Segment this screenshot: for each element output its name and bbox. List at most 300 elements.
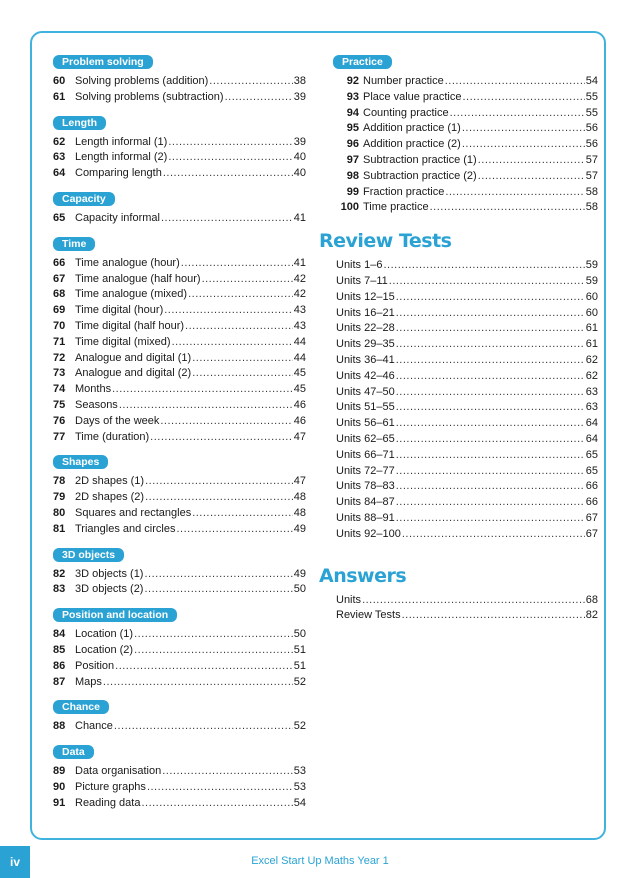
toc-section [53, 742, 306, 811]
unit-number: 92 [346, 75, 359, 87]
page-number: 51 [293, 659, 306, 672]
toc-entry [333, 448, 598, 464]
page-number: 39 [293, 90, 306, 103]
toc-entry [53, 335, 306, 351]
toc-entry [53, 582, 306, 598]
entry-title: Units 1–6 [336, 259, 383, 272]
entry-title: Addition practice (1) [363, 122, 461, 135]
toc-entry [53, 643, 306, 659]
dot-leader [396, 385, 585, 401]
page-number: 61 [585, 338, 598, 351]
unit-number: 91 [53, 796, 66, 809]
unit-number: 86 [53, 659, 66, 672]
page-number: 58 [585, 201, 598, 214]
toc-entry [333, 400, 598, 416]
unit-number: 67 [53, 272, 66, 285]
dot-leader [164, 303, 293, 319]
entry-title: Location (1) [75, 628, 134, 641]
dot-leader [188, 287, 293, 303]
page-number: 63 [585, 401, 598, 414]
dot-leader [396, 290, 585, 306]
toc-entry [333, 432, 598, 448]
entry-title: Units 12–15 [336, 290, 395, 303]
toc-section [53, 234, 306, 446]
toc-entry [53, 303, 306, 319]
dot-leader [112, 382, 293, 398]
toc-entry [333, 479, 598, 495]
page-number: 40 [293, 151, 306, 164]
unit-number: 97 [346, 153, 359, 166]
toc-entry [333, 121, 598, 137]
entry-title: Units 62–65 [336, 432, 395, 445]
unit-number: 93 [346, 90, 359, 103]
toc-entry [53, 382, 306, 398]
section-badge: Capacity [53, 192, 115, 206]
toc-entry [53, 764, 306, 780]
dot-leader [462, 121, 585, 137]
entry-title: Addition practice (2) [363, 138, 461, 151]
page-number: 82 [585, 609, 598, 622]
dot-leader [396, 495, 585, 511]
entry-title: Picture graphs [75, 780, 146, 793]
dot-leader [396, 321, 585, 337]
dot-leader [144, 567, 292, 583]
dot-leader [402, 527, 585, 543]
toc-entry [53, 287, 306, 303]
unit-number: 89 [53, 765, 66, 778]
unit-number: 60 [53, 75, 66, 87]
section-badge: Data [53, 745, 94, 759]
unit-number: 100 [340, 201, 359, 214]
dot-leader [396, 432, 585, 448]
page-number: 47 [293, 430, 306, 443]
toc-entry [333, 385, 598, 401]
page-number: 62 [585, 369, 598, 382]
page-number: 63 [585, 385, 598, 398]
entry-title: Time (duration) [75, 430, 150, 443]
page-number: 55 [585, 90, 598, 103]
unit-number: 62 [53, 135, 66, 148]
dot-leader [396, 337, 585, 353]
dot-leader [141, 796, 292, 812]
section-badge: Problem solving [53, 55, 153, 69]
toc-entry [333, 185, 598, 201]
page-number: 49 [293, 567, 306, 580]
page-number: 40 [293, 167, 306, 180]
page-number: 42 [293, 288, 306, 301]
toc-entry [53, 272, 306, 288]
unit-number: 76 [53, 414, 66, 427]
book-title-footer: Excel Start Up Maths Year 1 [251, 855, 389, 867]
toc-entry [333, 321, 598, 337]
unit-number: 65 [53, 211, 66, 224]
toc-entry [53, 567, 306, 583]
section-badge: Shapes [53, 455, 108, 469]
entry-title: Months [75, 383, 112, 396]
toc-entry [53, 430, 306, 446]
page-number: 57 [585, 169, 598, 182]
unit-number: 78 [53, 475, 66, 488]
entry-title: Units 29–35 [336, 338, 395, 351]
answers-heading: Answers [319, 564, 407, 587]
toc-entry [53, 719, 306, 735]
entry-title: Time analogue (mixed) [75, 288, 188, 301]
dot-leader [181, 256, 293, 272]
unit-number: 64 [53, 167, 66, 180]
page-number: 41 [293, 256, 306, 269]
unit-number: 70 [53, 319, 66, 332]
entry-title: Squares and rectangles [75, 506, 192, 519]
entry-title: Subtraction practice (1) [363, 153, 477, 166]
entry-title: Time digital (mixed) [75, 335, 171, 348]
dot-leader [396, 448, 585, 464]
dot-leader [396, 400, 585, 416]
toc-entry [333, 337, 598, 353]
page-number-tab: iv [0, 846, 30, 878]
toc-entry [333, 74, 598, 90]
entry-title: Units 22–28 [336, 322, 395, 335]
entry-title: Time analogue (hour) [75, 256, 180, 269]
entry-title: Counting practice [363, 106, 449, 119]
unit-number: 69 [53, 304, 66, 317]
page-number: 41 [293, 211, 306, 224]
dot-leader [162, 764, 293, 780]
unit-number: 96 [346, 138, 359, 151]
unit-number: 82 [53, 567, 66, 580]
toc-entry [333, 353, 598, 369]
dot-leader [462, 90, 584, 106]
entry-title: Analogue and digital (1) [75, 351, 192, 364]
dot-leader [144, 582, 292, 598]
toc-entry [53, 490, 306, 506]
page-number: 60 [585, 290, 598, 303]
page-number: 46 [293, 398, 306, 411]
dot-leader [192, 351, 293, 367]
section-practice [333, 52, 598, 216]
entry-title: Units 47–50 [336, 385, 395, 398]
page-number: 45 [293, 383, 306, 396]
dot-leader [402, 608, 585, 624]
page-number: 52 [293, 675, 306, 688]
dot-leader [145, 490, 293, 506]
page-number: 62 [585, 353, 598, 366]
dot-leader [396, 464, 585, 480]
page-number: 66 [585, 496, 598, 509]
entry-title: Comparing length [75, 167, 162, 180]
entry-title: Analogue and digital (2) [75, 367, 192, 380]
dot-leader [396, 416, 585, 432]
toc-entry [53, 398, 306, 414]
toc-entry [53, 659, 306, 675]
entry-title: Units 7–11 [336, 274, 388, 287]
page-number: 51 [293, 643, 306, 656]
unit-number: 66 [53, 256, 66, 269]
toc-entry [333, 608, 598, 624]
unit-number: 88 [53, 720, 66, 733]
dot-leader [119, 398, 293, 414]
entry-title: Solving problems (subtraction) [75, 90, 224, 103]
unit-number: 95 [346, 122, 359, 135]
section-badge: 3D objects [53, 548, 124, 562]
toc-entry [333, 106, 598, 122]
entry-title: Units 88–91 [336, 511, 395, 524]
toc-entry [53, 474, 306, 490]
toc-entry [333, 306, 598, 322]
toc-entry [53, 135, 306, 151]
dot-leader [192, 506, 293, 522]
section-badge: Time [53, 237, 95, 251]
review-tests-heading: Review Tests [319, 230, 452, 253]
entry-title: Position [75, 659, 115, 672]
toc-entry [53, 506, 306, 522]
unit-number: 71 [53, 335, 66, 348]
toc-entry [333, 416, 598, 432]
dot-leader [185, 319, 293, 335]
toc-entry [333, 593, 598, 609]
entry-title: Place value practice [363, 90, 462, 103]
entry-title: Subtraction practice (2) [363, 169, 477, 182]
unit-number: 63 [53, 151, 66, 164]
entry-title: 3D objects (2) [75, 583, 144, 596]
toc-section [53, 605, 306, 690]
page-number: 44 [293, 335, 306, 348]
unit-number: 68 [53, 288, 66, 301]
page-number: 64 [585, 417, 598, 430]
unit-number: 83 [53, 583, 66, 596]
unit-number: 61 [53, 90, 66, 103]
dot-leader [161, 211, 293, 227]
entry-title: Capacity informal [75, 211, 160, 224]
toc-entry [53, 74, 306, 90]
unit-number: 81 [53, 522, 66, 535]
unit-number: 98 [346, 169, 359, 182]
unit-number: 90 [53, 780, 66, 793]
toc-entry [53, 414, 306, 430]
entry-title: Units [336, 593, 362, 606]
toc-section [53, 113, 306, 182]
entry-title: Maps [75, 675, 102, 688]
entry-title: Units 84–87 [336, 496, 395, 509]
page-number: 53 [293, 765, 306, 778]
page-number: 47 [293, 475, 306, 488]
unit-number: 79 [53, 491, 66, 504]
entry-title: Time digital (hour) [75, 304, 164, 317]
page-number: 48 [293, 491, 306, 504]
dot-leader [396, 511, 585, 527]
page-number: 65 [585, 464, 598, 477]
dot-leader [134, 627, 293, 643]
page-number: 61 [585, 322, 598, 335]
toc-section [53, 452, 306, 537]
entry-title: Units 36–41 [336, 353, 395, 366]
dot-leader [147, 780, 293, 796]
entry-title: 3D objects (1) [75, 567, 144, 580]
entry-title: Units 56–61 [336, 417, 395, 430]
dot-leader [192, 366, 293, 382]
entry-title: Length informal (1) [75, 135, 168, 148]
unit-number: 80 [53, 506, 66, 519]
dot-leader [145, 474, 293, 490]
page-number: 65 [585, 448, 598, 461]
section-badge: Practice [333, 55, 392, 69]
toc-entry [53, 780, 306, 796]
entry-title: Seasons [75, 398, 118, 411]
entry-title: Units 16–21 [336, 306, 395, 319]
entry-title: Fraction practice [363, 185, 445, 198]
toc-entry [53, 366, 306, 382]
page-number: 54 [585, 75, 598, 87]
page-number: 53 [293, 780, 306, 793]
entry-title: Units 66–71 [336, 448, 395, 461]
page-number: 55 [585, 106, 598, 119]
toc-entry [53, 211, 306, 227]
dot-leader [396, 306, 585, 322]
page-number: 50 [293, 628, 306, 641]
page-number: 59 [585, 274, 598, 287]
dot-leader [445, 185, 584, 201]
dot-leader [430, 200, 585, 216]
page-number: 49 [293, 522, 306, 535]
entry-title: Units 51–55 [336, 401, 395, 414]
toc-section [53, 545, 306, 599]
unit-number: 84 [53, 628, 66, 641]
page-number: 39 [293, 135, 306, 148]
dot-leader [225, 90, 293, 106]
unit-number: 74 [53, 383, 66, 396]
dot-leader [445, 74, 585, 90]
toc-entry [333, 464, 598, 480]
unit-number: 75 [53, 398, 66, 411]
page-number: 38 [293, 75, 306, 87]
page-number: 66 [585, 480, 598, 493]
page-number: 58 [585, 185, 598, 198]
page-number: 42 [293, 272, 306, 285]
entry-title: Reading data [75, 796, 141, 809]
toc-entry [53, 627, 306, 643]
dot-leader [389, 274, 585, 290]
dot-leader [115, 659, 293, 675]
dot-leader [150, 430, 293, 446]
page-number: 64 [585, 432, 598, 445]
entry-title: 2D shapes (1) [75, 475, 145, 488]
page-number: 52 [293, 720, 306, 733]
page-number: 43 [293, 319, 306, 332]
toc-section [53, 189, 306, 227]
dot-leader [172, 335, 293, 351]
unit-number: 72 [53, 351, 66, 364]
dot-leader [163, 166, 293, 182]
entry-title: Length informal (2) [75, 151, 168, 164]
toc-entry [53, 351, 306, 367]
section-badge: Position and location [53, 608, 177, 622]
toc-entry [333, 274, 598, 290]
dot-leader [478, 153, 585, 169]
entry-title: Units 78–83 [336, 480, 395, 493]
dot-leader [114, 719, 293, 735]
entry-title: Chance [75, 720, 113, 733]
toc-entry [53, 166, 306, 182]
entry-title: Review Tests [336, 609, 401, 622]
page-number: 46 [293, 414, 306, 427]
toc-entry [53, 150, 306, 166]
toc-entry [333, 527, 598, 543]
toc-entry [53, 90, 306, 106]
entry-title: Data organisation [75, 765, 162, 778]
page-number: 67 [585, 511, 598, 524]
toc-section [53, 52, 306, 106]
toc-entry [333, 258, 598, 274]
section-badge: Chance [53, 700, 109, 714]
toc-section [53, 697, 306, 735]
page-number: 50 [293, 583, 306, 596]
unit-number: 87 [53, 675, 66, 688]
page-number: 44 [293, 351, 306, 364]
entry-title: Units 72–77 [336, 464, 395, 477]
dot-leader [103, 675, 293, 691]
dot-leader [396, 479, 585, 495]
dot-leader [134, 643, 293, 659]
entry-title: Units 92–100 [336, 527, 401, 540]
dot-leader [450, 106, 585, 122]
unit-number: 77 [53, 430, 66, 443]
page-number: 56 [585, 122, 598, 135]
dot-leader [168, 135, 292, 151]
page-number: 56 [585, 138, 598, 151]
entry-title: Time digital (half hour) [75, 319, 185, 332]
entry-title: Location (2) [75, 643, 134, 656]
dot-leader [168, 150, 292, 166]
toc-entry [53, 319, 306, 335]
entry-title: 2D shapes (2) [75, 491, 145, 504]
toc-entry [333, 153, 598, 169]
page-number: 59 [585, 259, 598, 272]
toc-entry [333, 169, 598, 185]
page-number: 68 [585, 593, 598, 606]
toc-entry [333, 511, 598, 527]
unit-number: 73 [53, 367, 66, 380]
right-column [319, 52, 598, 624]
toc-entry [333, 137, 598, 153]
dot-leader [209, 74, 292, 90]
page-number: 60 [585, 306, 598, 319]
entry-title: Days of the week [75, 414, 160, 427]
toc-entry [333, 369, 598, 385]
toc-entry [53, 796, 306, 812]
unit-number: 85 [53, 643, 66, 656]
page-number: 48 [293, 506, 306, 519]
entry-title: Time practice [363, 201, 429, 214]
entry-title: Units 42–46 [336, 369, 395, 382]
dot-leader [362, 593, 585, 609]
page-number: 45 [293, 367, 306, 380]
section-badge: Length [53, 116, 106, 130]
entry-title: Solving problems (addition) [75, 75, 209, 87]
dot-leader [176, 522, 292, 538]
unit-number: 94 [346, 106, 359, 119]
dot-leader [160, 414, 292, 430]
dot-leader [396, 353, 585, 369]
page-number: 54 [293, 796, 306, 809]
dot-leader [478, 169, 585, 185]
toc-entry [333, 90, 598, 106]
toc-entry [53, 675, 306, 691]
dot-leader [396, 369, 585, 385]
page-number: 67 [585, 527, 598, 540]
toc-entry [53, 522, 306, 538]
entry-title: Number practice [363, 75, 444, 87]
entry-title: Time analogue (half hour) [75, 272, 201, 285]
entry-title: Triangles and circles [75, 522, 176, 535]
